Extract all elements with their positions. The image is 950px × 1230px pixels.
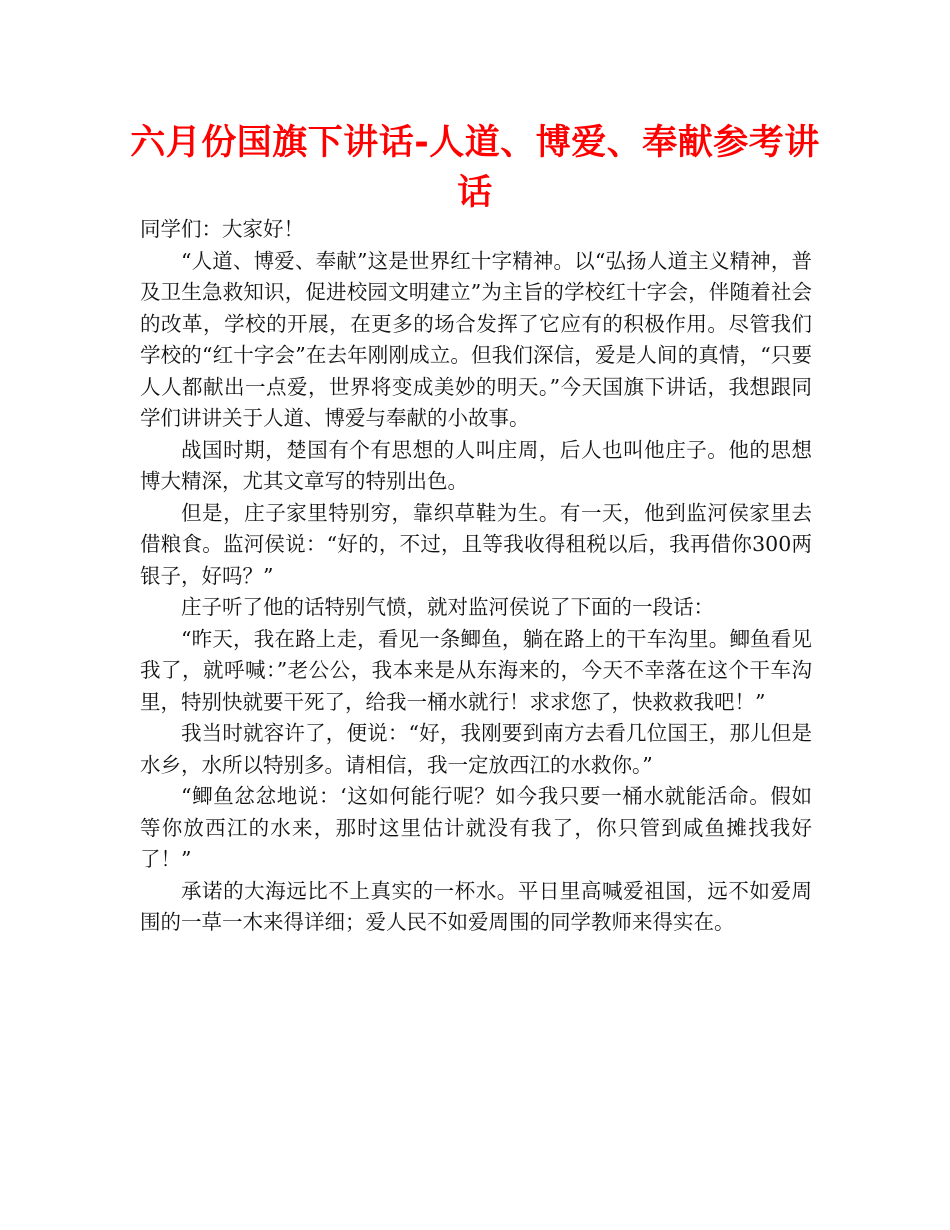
paragraph-6: 我当时就容许了，便说：“好，我刚要到南方去看几位国王，那儿但是水乡，水所以特别多。请相信，我一定放西江的水救你。” [140, 721, 812, 777]
document-body [140, 214, 812, 939]
paragraph-7: “鲫鱼忿忿地说：‘这如何能行呢？如今我只要一桶水就能活命。假如等你放西江的水来，那时这里估计就没有我了，你只管到咸鱼摊找我好了！” [140, 784, 812, 871]
paragraph-2: 战国时期，楚国有个有思想的人叫庄周，后人也叫他庄子。他的思想博大精深，尤其文章写的特别出色。 [140, 437, 812, 493]
paragraph-4: 庄子听了他的话特别气愤，就对监河侯说了下面的一段话： [181, 595, 714, 619]
paragraph-5: “昨天，我在路上走，看见一条鲫鱼，躺在路上的干车沟里。鲫鱼看见我了，就呼喊：”老公公，我本来是从东海来的，今天不幸落在这个干车沟里，特别快就要干死了，给我一桶水就行！求求您了，快救救我吧！” [140, 626, 812, 714]
greeting: 同学们：大家好！ [140, 217, 304, 241]
paragraph-1: “人道、博爱、奉献”这是世界红十字精神。以“弘扬人道主义精神，普及卫生急救知识，促进校园文明建立”为主旨的学校红十字会，伴随着社会的改革，学校的开展，在更多的场合发挥了它应有的积极作用。尽管我们学校的“红十字会”在去年刚刚成立。但我们深信，爱是人间的真情，“只要人人都献出一点爱，世界将变成美妙的明天。”今天国旗下讲话，我想跟同学们讲讲关于人道、博爱与奉献的小故事。 [140, 248, 812, 430]
paragraph-3: 但是，庄子家里特别穷，靠织草鞋为生。有一天，他到监河侯家里去借粮食。监河侯说：“好的，不过，且等我收得租税以后，我再借你300两银子，好吗？” [140, 500, 812, 588]
paragraph-8: 承诺的大海远比不上真实的一杯水。平日里高喊爱祖国，远不如爱周围的一草一木来得详细；爱人民不如爱周围的同学教师来得实在。 [140, 878, 812, 934]
document-title: 六月份国旗下讲话-人道、博爱、奉献参考讲话 [130, 123, 820, 213]
